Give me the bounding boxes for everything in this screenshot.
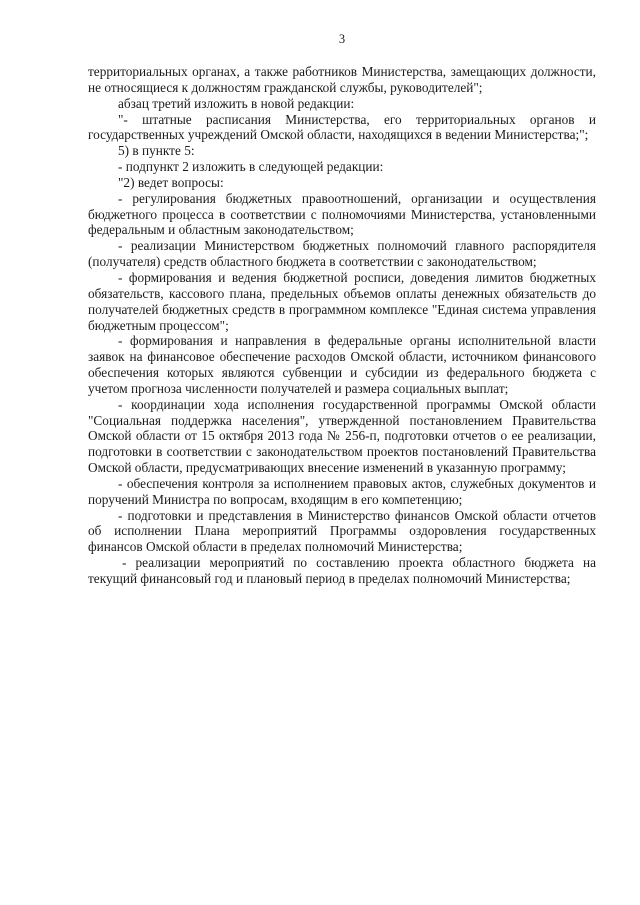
list-item-podgotovki-otchetov: - подготовки и представления в Министерство финансов Омской области отчетов об исполнении Плана мероприятий Программы оздоровления государственных финансов Омской области в пределах полномочий Министерства; — [88, 507, 596, 555]
list-item-realizacii-meropriyatiy: - реализации мероприятий по составлению проекта областного бюджета на текущий финансовый год и плановый период в пределах полномочий Министерства; — [88, 555, 596, 586]
paragraph-punkt-5: 5) в пункте 5: — [118, 143, 195, 159]
list-item-kontrolya: - обеспечения контроля за исполнением правовых актов, служебных документов и поручений Министра по вопросам, входящим в его компетенцию; — [88, 475, 596, 507]
paragraph-abzac-tretiy: абзац третий изложить в новой редакции: — [118, 95, 355, 111]
list-item-formirovaniya-zayavok: - формирования и направления в федеральные органы исполнительной власти заявок на финансовое обеспечение расходов Омской области, источником финансового обеспечения которых являются субвенции и субсидии из федерального бюджета с учетом прогноза численности получателей и размера социальных выплат; — [88, 333, 596, 396]
page-number: 3 — [338, 32, 346, 46]
list-item-formirovaniya-rospisi: - формирования и ведения бюджетной росписи, доведения лимитов бюджетных обязательств, кассового плана, предельных объемов оплаты денежных обязательств до получателей бюджетных средств в программном комплексе "Единая система управления бюджетным процессом"; — [88, 269, 596, 333]
paragraph-podpunkt-2: - подпункт 2 изложить в следующей редакции: — [118, 159, 384, 175]
list-item-koordinacii: - координации хода исполнения государственной программы Омской области "Социальная поддержка населения", утвержденной постановлением Правительства Омской области от 15 октября 2013 года № 256-п, подготовки отчетов о ее реализации, подготовки в соответствии с законодательством проектов постановлений Правительства Омской области, предусматривающих внесение изменений в указанную программу; — [88, 396, 596, 476]
list-item-realizacii-polnomochiy: - реализации Министерством бюджетных полномочий главного распорядителя (получателя) средств областного бюджета в соответствии с законодательством; — [88, 238, 596, 270]
document-body — [88, 64, 596, 587]
paragraph-shtatnye-raspisaniya: "- штатные расписания Министерства, его территориальных органов и государственных учреждений Омской области, находящихся в ведении Министерства;"; — [88, 111, 596, 143]
list-item-regulirovaniya: - регулирования бюджетных правоотношений, организации и осуществления бюджетного процесса в соответствии с полномочиями Министерства, установленными федеральным и областным законодательством; — [88, 190, 596, 238]
paragraph-continuation: территориальных органах, а также работников Министерства, замещающих должности, не относящиеся к должностям гражданской службы, руководителей"; — [88, 64, 596, 95]
paragraph-vedet-voprosy: "2) ведет вопросы: — [118, 174, 224, 190]
